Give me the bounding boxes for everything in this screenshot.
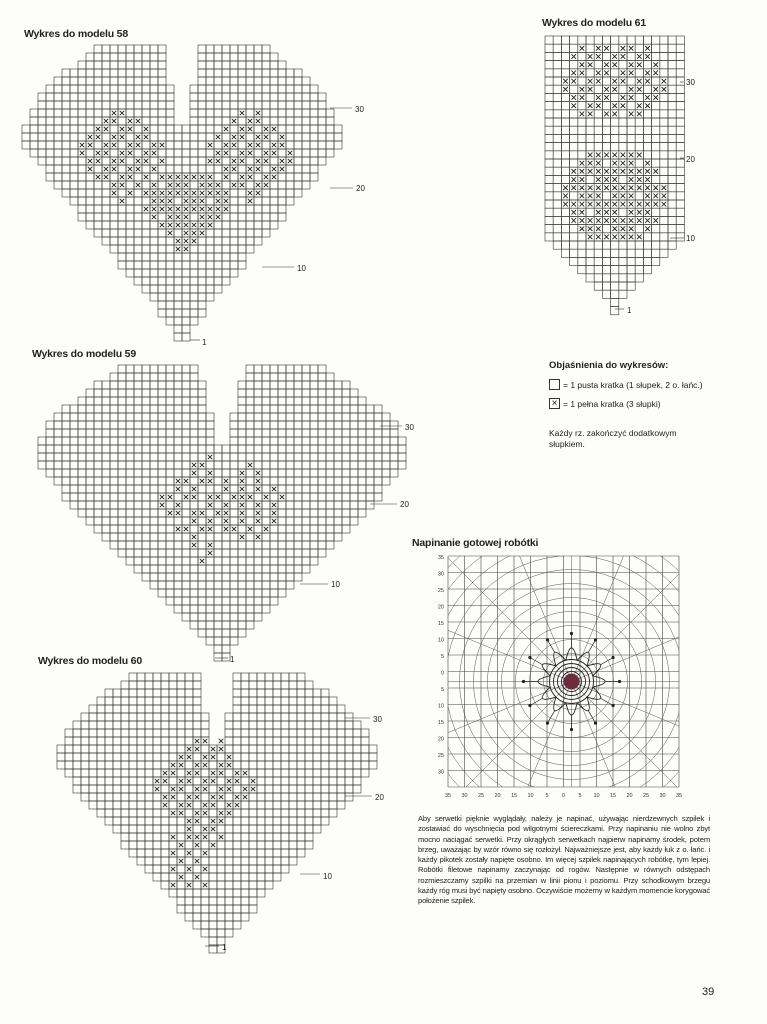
blocking-heading: Napinanie gotowej robótki: [412, 537, 539, 549]
x-tick-label: 0: [561, 793, 566, 798]
x-tick-label: 10: [593, 793, 600, 798]
blocking-diagram: [420, 548, 710, 798]
chart-61-row-10: 10: [686, 234, 695, 243]
chart-60-row-10: 10: [323, 872, 332, 881]
chart-60-row-1: 1: [222, 943, 227, 952]
x-tick-label: 20: [494, 793, 501, 798]
blocking-square-grid: [448, 556, 679, 787]
y-tick-label: 10: [437, 703, 444, 710]
chart-58-row-20: 20: [356, 184, 365, 193]
y-tick-label: 5: [440, 654, 444, 660]
chart-61-row-30: 30: [686, 78, 695, 87]
y-tick-label: 0: [440, 670, 444, 677]
y-tick-label: 5: [440, 687, 444, 693]
x-tick-label: 15: [510, 793, 518, 798]
filled-cell-icon: ×: [549, 398, 560, 409]
blocking-radial-lines: [420, 548, 710, 798]
chart-60-title: Wykres do modelu 60: [38, 655, 142, 667]
chart-59-row-20: 20: [400, 500, 409, 509]
x-tick-label: 35: [444, 793, 452, 798]
pennant-grid-cells: [545, 36, 684, 315]
heart-grid-cells: [22, 45, 342, 341]
legend-note: Każdy rz. zakończyć dodatkowym słupkiem.: [549, 428, 677, 449]
legend-heading: Objaśnienia do wykresów:: [549, 360, 669, 371]
heart-grid-cells: [57, 673, 377, 953]
y-tick-label: 10: [437, 637, 444, 644]
y-tick-label: 30: [437, 571, 444, 578]
x-tick-label: 5: [545, 793, 549, 798]
chart-61-title: Wykres do modelu 61: [542, 17, 646, 29]
x-tick-label: 25: [642, 793, 650, 798]
y-tick-label: 15: [437, 621, 444, 627]
y-tick-label: 20: [437, 736, 444, 743]
blocking-concentric-circles: [420, 548, 710, 798]
x-tick-label: 30: [659, 793, 666, 798]
x-tick-label: 10: [527, 793, 534, 798]
x-tick-label: 15: [609, 793, 617, 798]
x-tick-label: 25: [477, 793, 485, 798]
legend-empty-text: = 1 pusta kratka (1 słupek, 2 o. łańc.): [563, 379, 703, 390]
legend-filled-text: = 1 pełna kratka (3 słupki): [563, 398, 661, 409]
blocking-paragraph: Aby serwetki pięknie wyglądały, należy je napinać, używając nierdzewnych szpilek i zostawiać do wyschnięcia pod wilgotnymi ściereczkami. Przy napinaniu nie wolno zbyt mocno naciągać serwetki. Przy okrągłych serwetkach najpierw napinamy środek, potem brzeg, uważając by wzór równo się rozłożył. Najważniejsze jest, aby każdy łuk z o. łańc. i każdy pikotek zostały napięte osobno. Im więcej szpilek napinających robótkę, tym lepiej. Robótki filetowe napinamy zaczynając od rogów. Następnie w równych odstępach rozmieszczamy szpilki na przemian w linii pionu i poziomu. Przy schodkowym brzegu każdy róg musi być napięty osobno. Oczywiście możemy w każdym momencie korygować położenie szpilek.: [418, 814, 710, 906]
heart-grid-cells: [38, 365, 406, 661]
chart-58-title: Wykres do modelu 58: [24, 28, 128, 40]
y-tick-label: 15: [437, 720, 444, 726]
chart-59-row-30: 30: [405, 423, 414, 432]
chart-59-row-10: 10: [331, 580, 340, 589]
empty-cell-icon: [549, 379, 560, 390]
y-tick-label: 20: [437, 604, 444, 611]
legend-filled-row: [549, 398, 661, 409]
y-tick-label: 30: [437, 769, 444, 776]
chart-59-row-1: 1: [230, 655, 235, 664]
legend-empty-row: [549, 379, 703, 390]
y-tick-label: 25: [437, 753, 444, 759]
chart-58-row-30: 30: [355, 105, 364, 114]
chart-59-title: Wykres do modelu 59: [32, 348, 136, 360]
x-tick-label: 35: [675, 793, 683, 798]
x-tick-label: 5: [578, 793, 582, 798]
chart-61-row-20: 20: [686, 155, 695, 164]
y-tick-label: 25: [437, 588, 444, 594]
page-number: 39: [702, 986, 715, 998]
chart-58-row-1: 1: [202, 338, 207, 347]
chart-61-row-1: 1: [627, 306, 632, 315]
chart-60-row-30: 30: [373, 715, 382, 724]
chart-60-row-20: 20: [375, 793, 384, 802]
chart-58-row-10: 10: [297, 264, 306, 273]
x-tick-label: 30: [461, 793, 468, 798]
x-tick-label: 20: [626, 793, 633, 798]
y-tick-label: 35: [437, 555, 444, 561]
